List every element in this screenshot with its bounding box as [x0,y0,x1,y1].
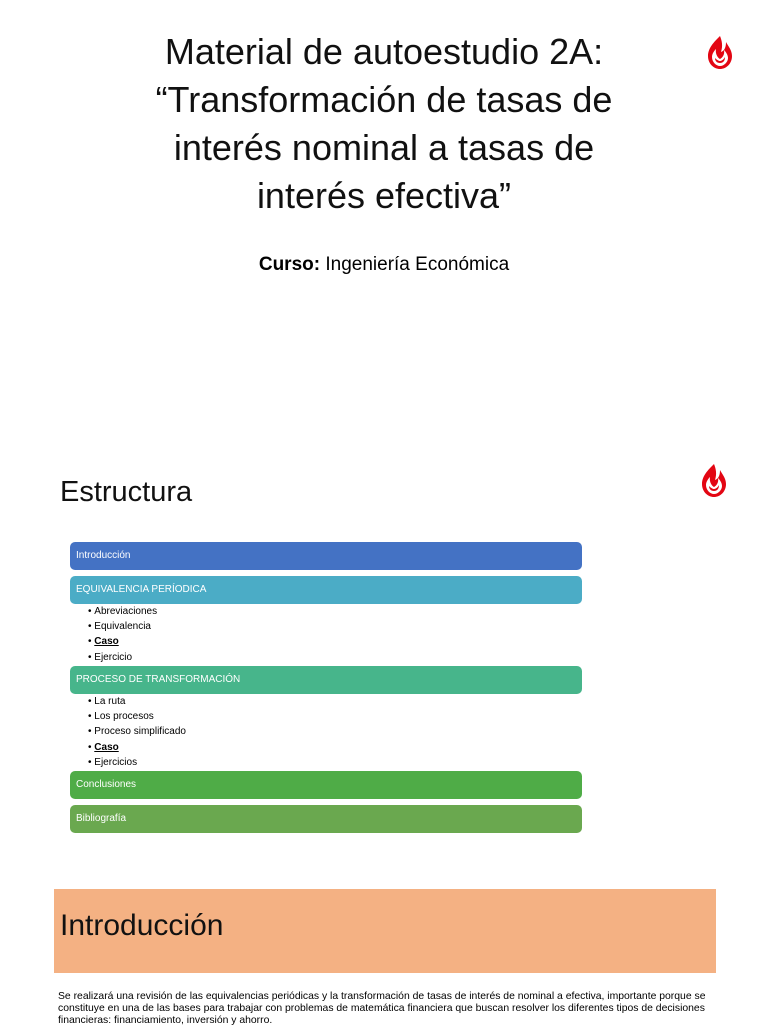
slide-heading: Introducción [60,909,224,942]
equivalencia-list [88,604,157,665]
upc-logo-icon [694,460,734,500]
title-line: “Transformación de tasas de [155,79,613,120]
slide-title [90,28,678,220]
list-item[interactable]: • Caso [88,740,186,755]
upc-logo-icon [700,32,740,72]
list-item: • Ejercicios [88,755,186,770]
section-bar-proceso[interactable]: PROCESO DE TRANSFORMACIÓN [70,666,582,694]
course-value: Ingeniería Económica [325,254,510,275]
heading-band [54,889,716,973]
list-item: • Los procesos [88,709,186,724]
list-item: • La ruta [88,694,186,709]
title-line: interés nominal a tasas de [173,127,595,168]
introduction-slide [0,860,768,1027]
list-item: • Abreviaciones [88,604,157,619]
list-item: • Proceso simplificado [88,724,186,739]
title-slide [0,0,768,440]
list-item: • Equivalencia [88,619,157,634]
title-line: Material de autoestudio 2A: [164,31,604,72]
section-bar-introduccion[interactable]: Introducción [70,542,582,570]
section-bar-equivalencia[interactable]: EQUIVALENCIA PERÍODICA [70,576,582,604]
slide-heading: Estructura [60,476,193,508]
course-line [0,254,768,276]
structure-slide [0,440,768,860]
list-item[interactable]: • Caso [88,634,157,649]
section-bar-bibliografia[interactable]: Bibliografía [70,805,582,833]
course-label: Curso: [258,254,321,275]
intro-paragraph: Se realizará una revisión de las equivalencias periódicas y la transformación de tasas de interés de nominal a efectiva, importante porque se constituye en una de las bases para trabajar con problemas de matemática financiera que buscan resolver los diferentes tipos de decisiones financieras: financiamiento, inversión y ahorro. [58,991,706,1027]
list-item: • Ejercicio [88,650,157,665]
section-bar-conclusiones[interactable]: Conclusiones [70,771,582,799]
proceso-list [88,694,186,770]
title-line: interés efectiva” [256,175,512,216]
